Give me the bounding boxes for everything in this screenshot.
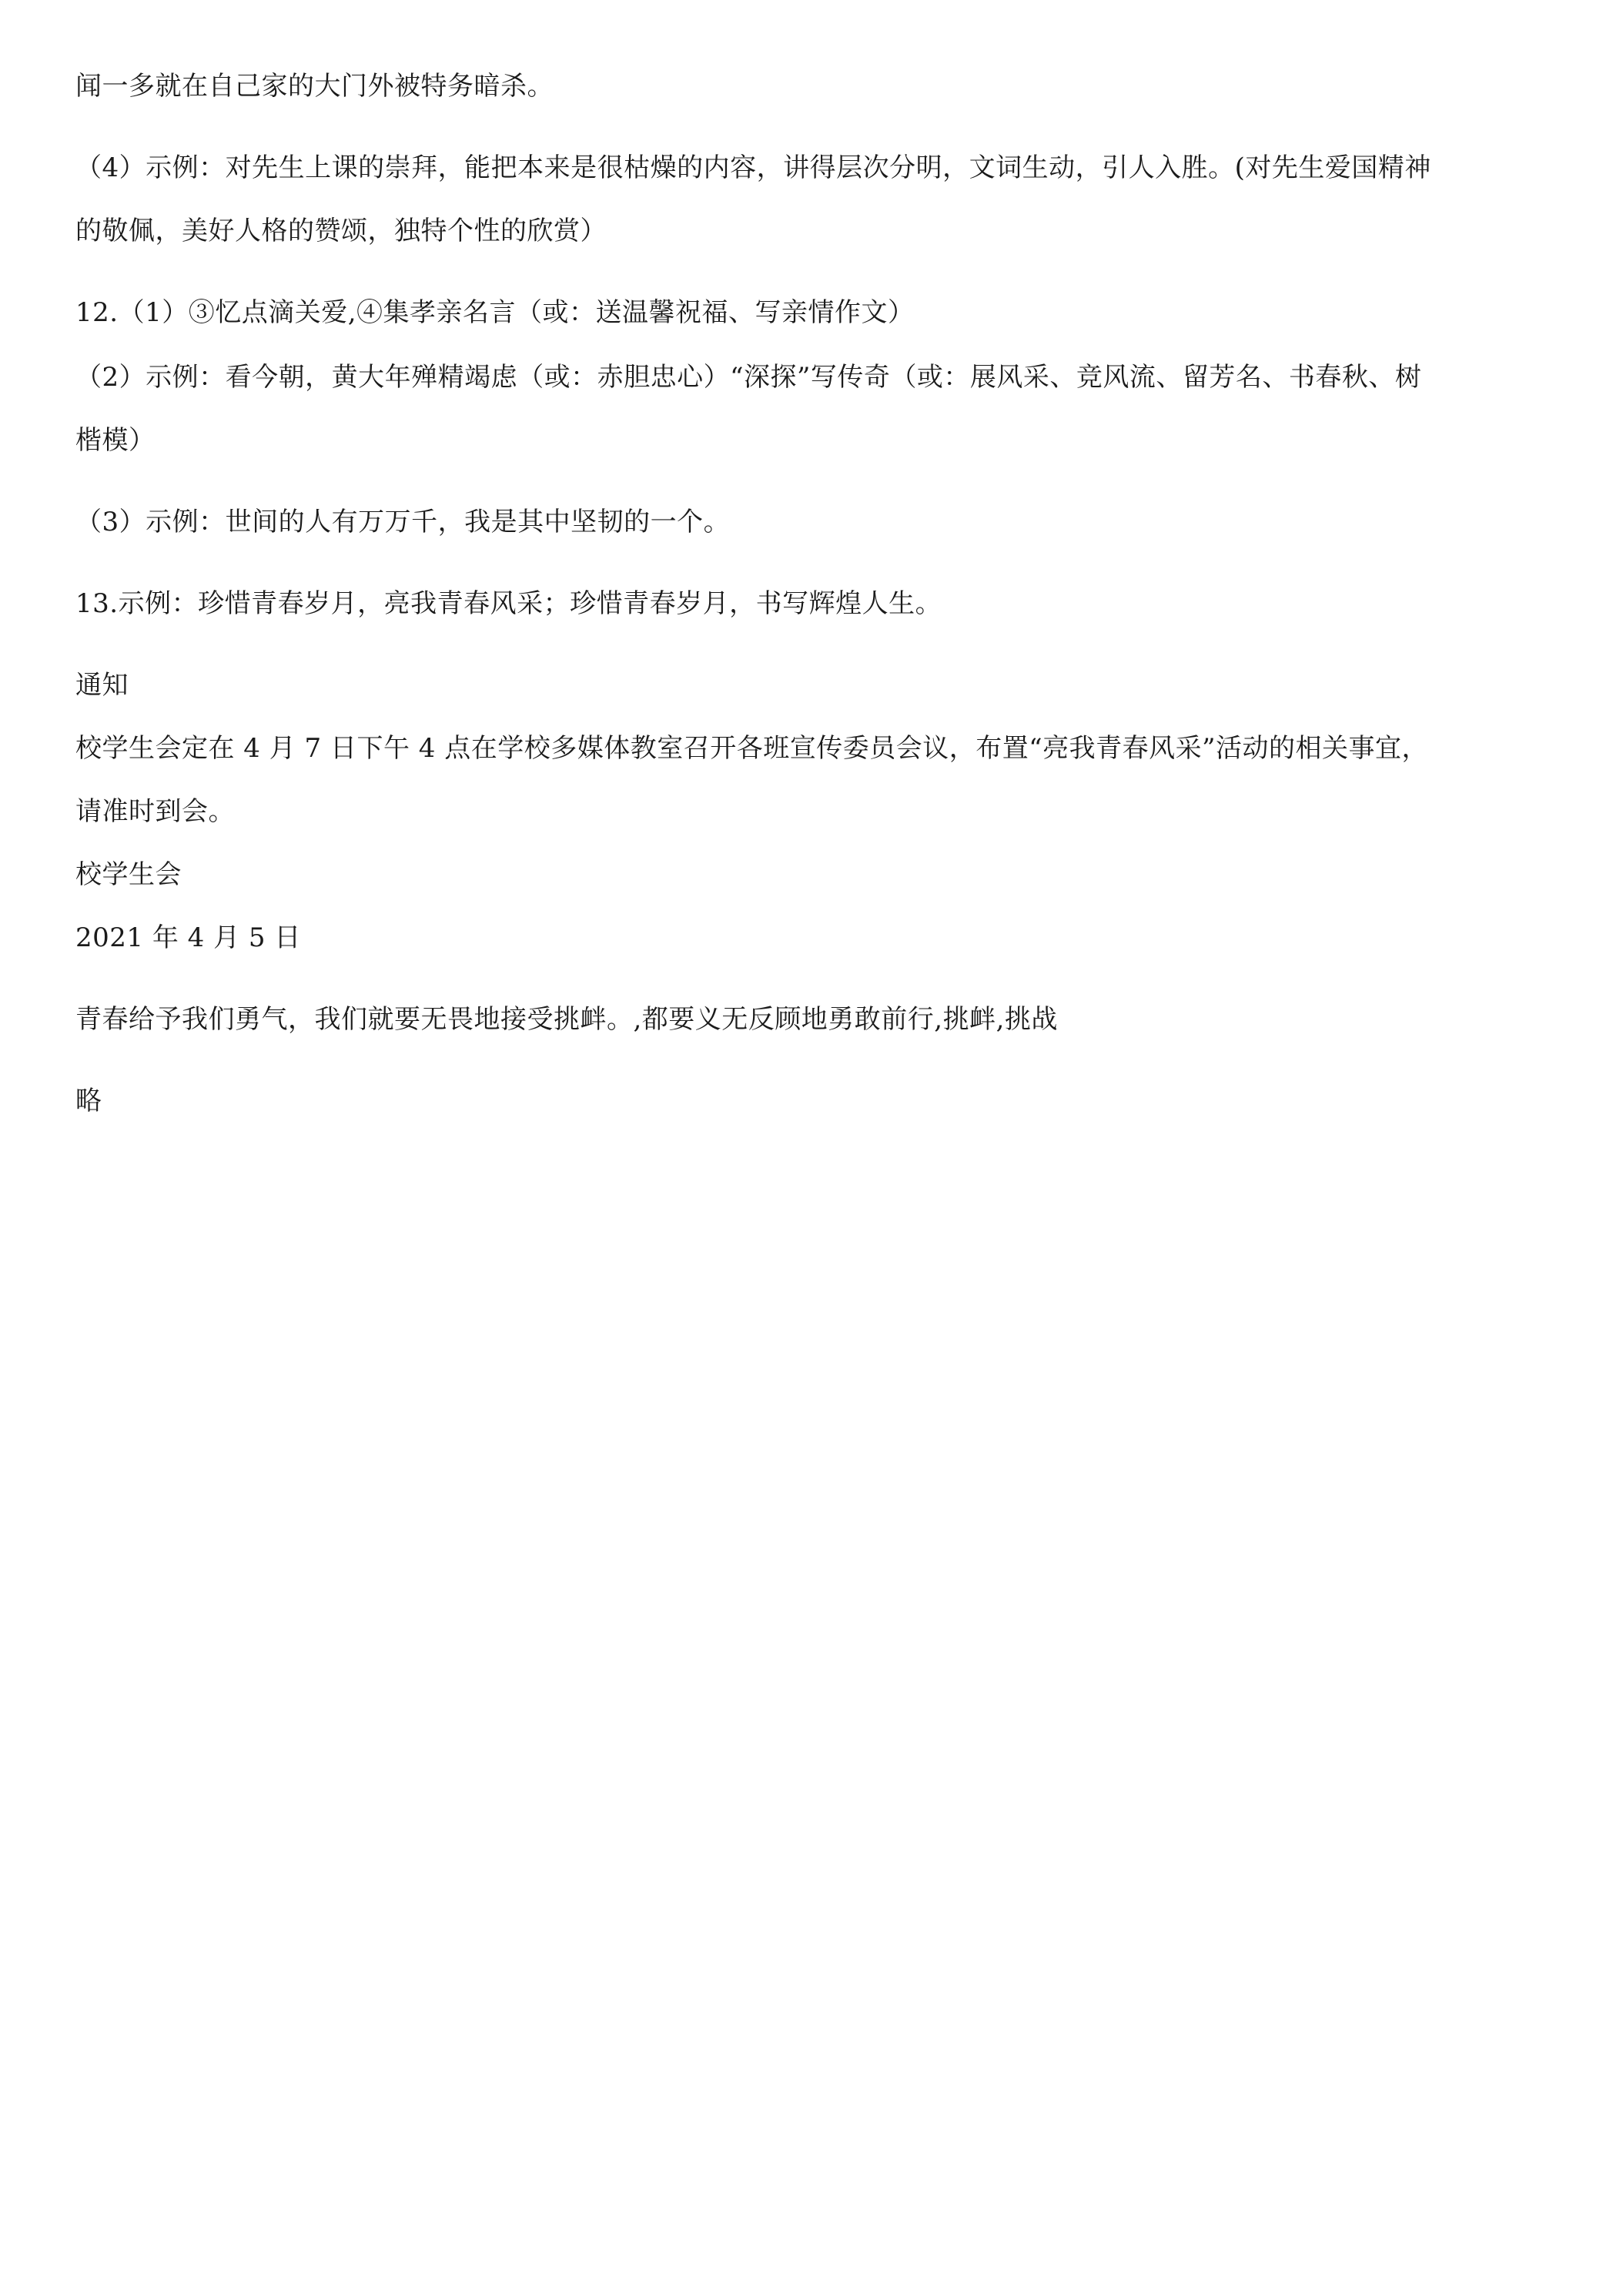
answer-text-line: 闻一多就在自己家的大门外被特务暗杀。 <box>75 71 554 102</box>
notice-date: 2021 年 4 月 5 日 <box>75 922 301 953</box>
question-12-part-2-continuation: 楷模） <box>75 425 156 456</box>
question-12-part-3: （3）示例：世间的人有万万千，我是其中坚韧的一个。 <box>75 507 731 537</box>
notice-title: 通知 <box>75 670 129 701</box>
question-13-answer: 13.示例：珍惜青春岁月，亮我青春风采；珍惜青春岁月，书写辉煌人生。 <box>75 588 942 619</box>
notice-signature: 校学生会 <box>75 859 182 890</box>
answer-4-line: （4）示例：对先生上课的崇拜，能把本来是很枯燥的内容，讲得层次分明，文词生动，引人入胜。(对先生爱国精神 <box>75 152 1431 183</box>
answer-youth-line: 青春给予我们勇气，我们就要无畏地接受挑衅。,都要义无反顾地勇敢前行,挑衅,挑战 <box>75 1004 1058 1035</box>
question-12-part-2: （2）示例：看今朝，黄大年殚精竭虑（或：赤胆忠心）“深探”写传奇（或：展风采、竞风流、留芳名、书春秋、树 <box>75 362 1422 393</box>
notice-body: 校学生会定在 4 月 7 日下午 4 点在学校多媒体教室召开各班宣传委员会议，布置“亮我青春风采”活动的相关事宜， <box>75 733 1429 764</box>
notice-body-continuation: 请准时到会。 <box>75 796 235 827</box>
answer-4-continuation: 的敬佩，美好人格的赞颂，独特个性的欣赏） <box>75 216 607 246</box>
answer-omitted: 略 <box>75 1086 102 1116</box>
question-12-part-1: 12.（1）③忆点滴关爱,④集孝亲名言（或：送温馨祝福、写亲情作文） <box>75 297 915 328</box>
